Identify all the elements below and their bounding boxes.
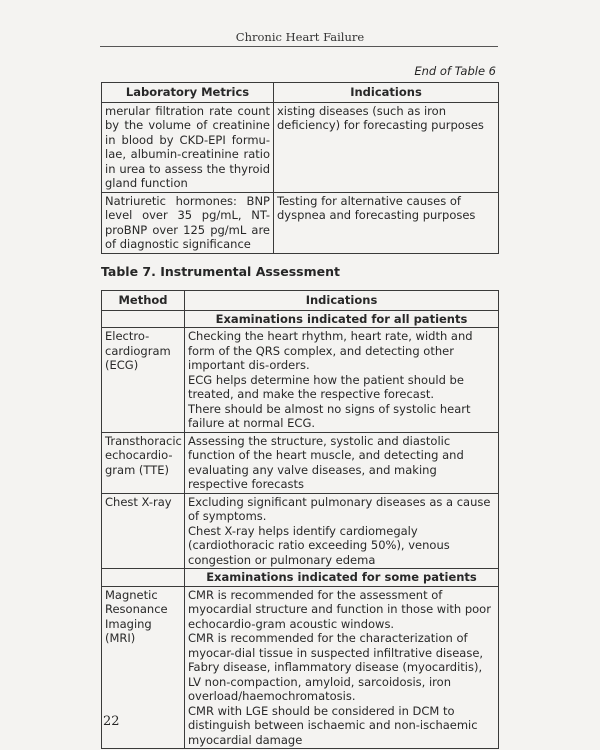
indication-text: There should be almost no signs of systolic heart failure at normal ECG.: [188, 401, 471, 430]
indication-text: CMR is recommended for the characterization of myocar-dial tissue in suspected infiltrative disease, Fabry disease, inflammatory disease (myocarditis), LV non-compaction, amyloid, sarcoidosis, iron overload/haemochromatosis.: [188, 631, 484, 703]
method-cell: Magnetic Resonance Imaging (MRI): [102, 586, 185, 749]
section-row: [102, 569, 499, 587]
indication-text: CMR with LGE should be considered in DCM to distinguish between ischaemic and non-ischaemic myocardial damage: [188, 703, 478, 747]
column-header: Indications: [274, 83, 499, 103]
method-cell: Transthoracic echocardio-gram (TTE): [102, 432, 185, 493]
method-cell: Chest X-ray: [102, 493, 185, 569]
metric-cell: Natriuretic hormones: BNP level over 35 pg/mL, NT-proBNP over 125 pg/mL are of diagnostic significance: [102, 192, 274, 253]
indications-cell: [185, 586, 499, 749]
table-row: [102, 192, 499, 253]
column-header: Method: [102, 291, 185, 311]
column-header: Indications: [185, 291, 499, 311]
indications-cell: [185, 432, 499, 493]
indication-text: Assessing the structure, systolic and diastolic function of the heart muscle, and detecting and evaluating any valve diseases, and making respective forecasts: [188, 433, 464, 491]
indications-cell: [185, 328, 499, 433]
indications-cell: [185, 493, 499, 569]
table-row: [102, 493, 499, 569]
table-header-row: [102, 83, 499, 103]
indication-text: ECG helps determine how the patient should be treated, and make the respective forecast.: [188, 372, 464, 401]
indication-text: Excluding significant pulmonary diseases as a cause of symptoms.: [188, 494, 491, 523]
column-header: Laboratory Metrics: [102, 83, 274, 103]
section-heading: Examinations indicated for some patients: [185, 569, 499, 587]
table-row: [102, 102, 499, 192]
table-title: Table 7. Instrumental Assessment: [101, 264, 340, 279]
indication-cell: Testing for alternative causes of dyspnea and forecasting purposes: [274, 192, 499, 253]
table-row: [102, 586, 499, 749]
indication-text: CMR is recommended for the assessment of myocardial structure and function in those with poor echocardio-gram acoustic windows.: [188, 587, 491, 631]
header-rule: [100, 46, 498, 47]
running-header: Chronic Heart Failure: [235, 30, 365, 44]
page-number: 22: [103, 714, 120, 729]
table-header-row: [102, 291, 499, 311]
section-heading: Examinations indicated for all patients: [185, 310, 499, 328]
indication-cell: xisting diseases (such as iron deficiency) for forecasting purposes: [274, 102, 499, 192]
metric-cell: merular filtration rate count by the volume of creatinine in blood by CKD-EPI formu-lae, albumin-creatinine ratio in urea to assess the thyroid gland function: [102, 102, 274, 192]
table-row: [102, 432, 499, 493]
table-continuation-note: End of Table 6: [414, 64, 496, 78]
table-row: [102, 328, 499, 433]
indication-text: Chest X-ray helps identify cardiomegaly (cardiothoracic ratio exceeding 50%), venous congestion or pulmonary edema: [188, 523, 450, 567]
section-row: [102, 310, 499, 328]
method-cell: Electro-cardiogram (ECG): [102, 328, 185, 433]
laboratory-metrics-table: [101, 82, 499, 254]
indication-text: Checking the heart rhythm, heart rate, width and form of the QRS complex, and detecting other important dis-orders.: [188, 329, 473, 372]
instrumental-assessment-table: [101, 290, 499, 749]
